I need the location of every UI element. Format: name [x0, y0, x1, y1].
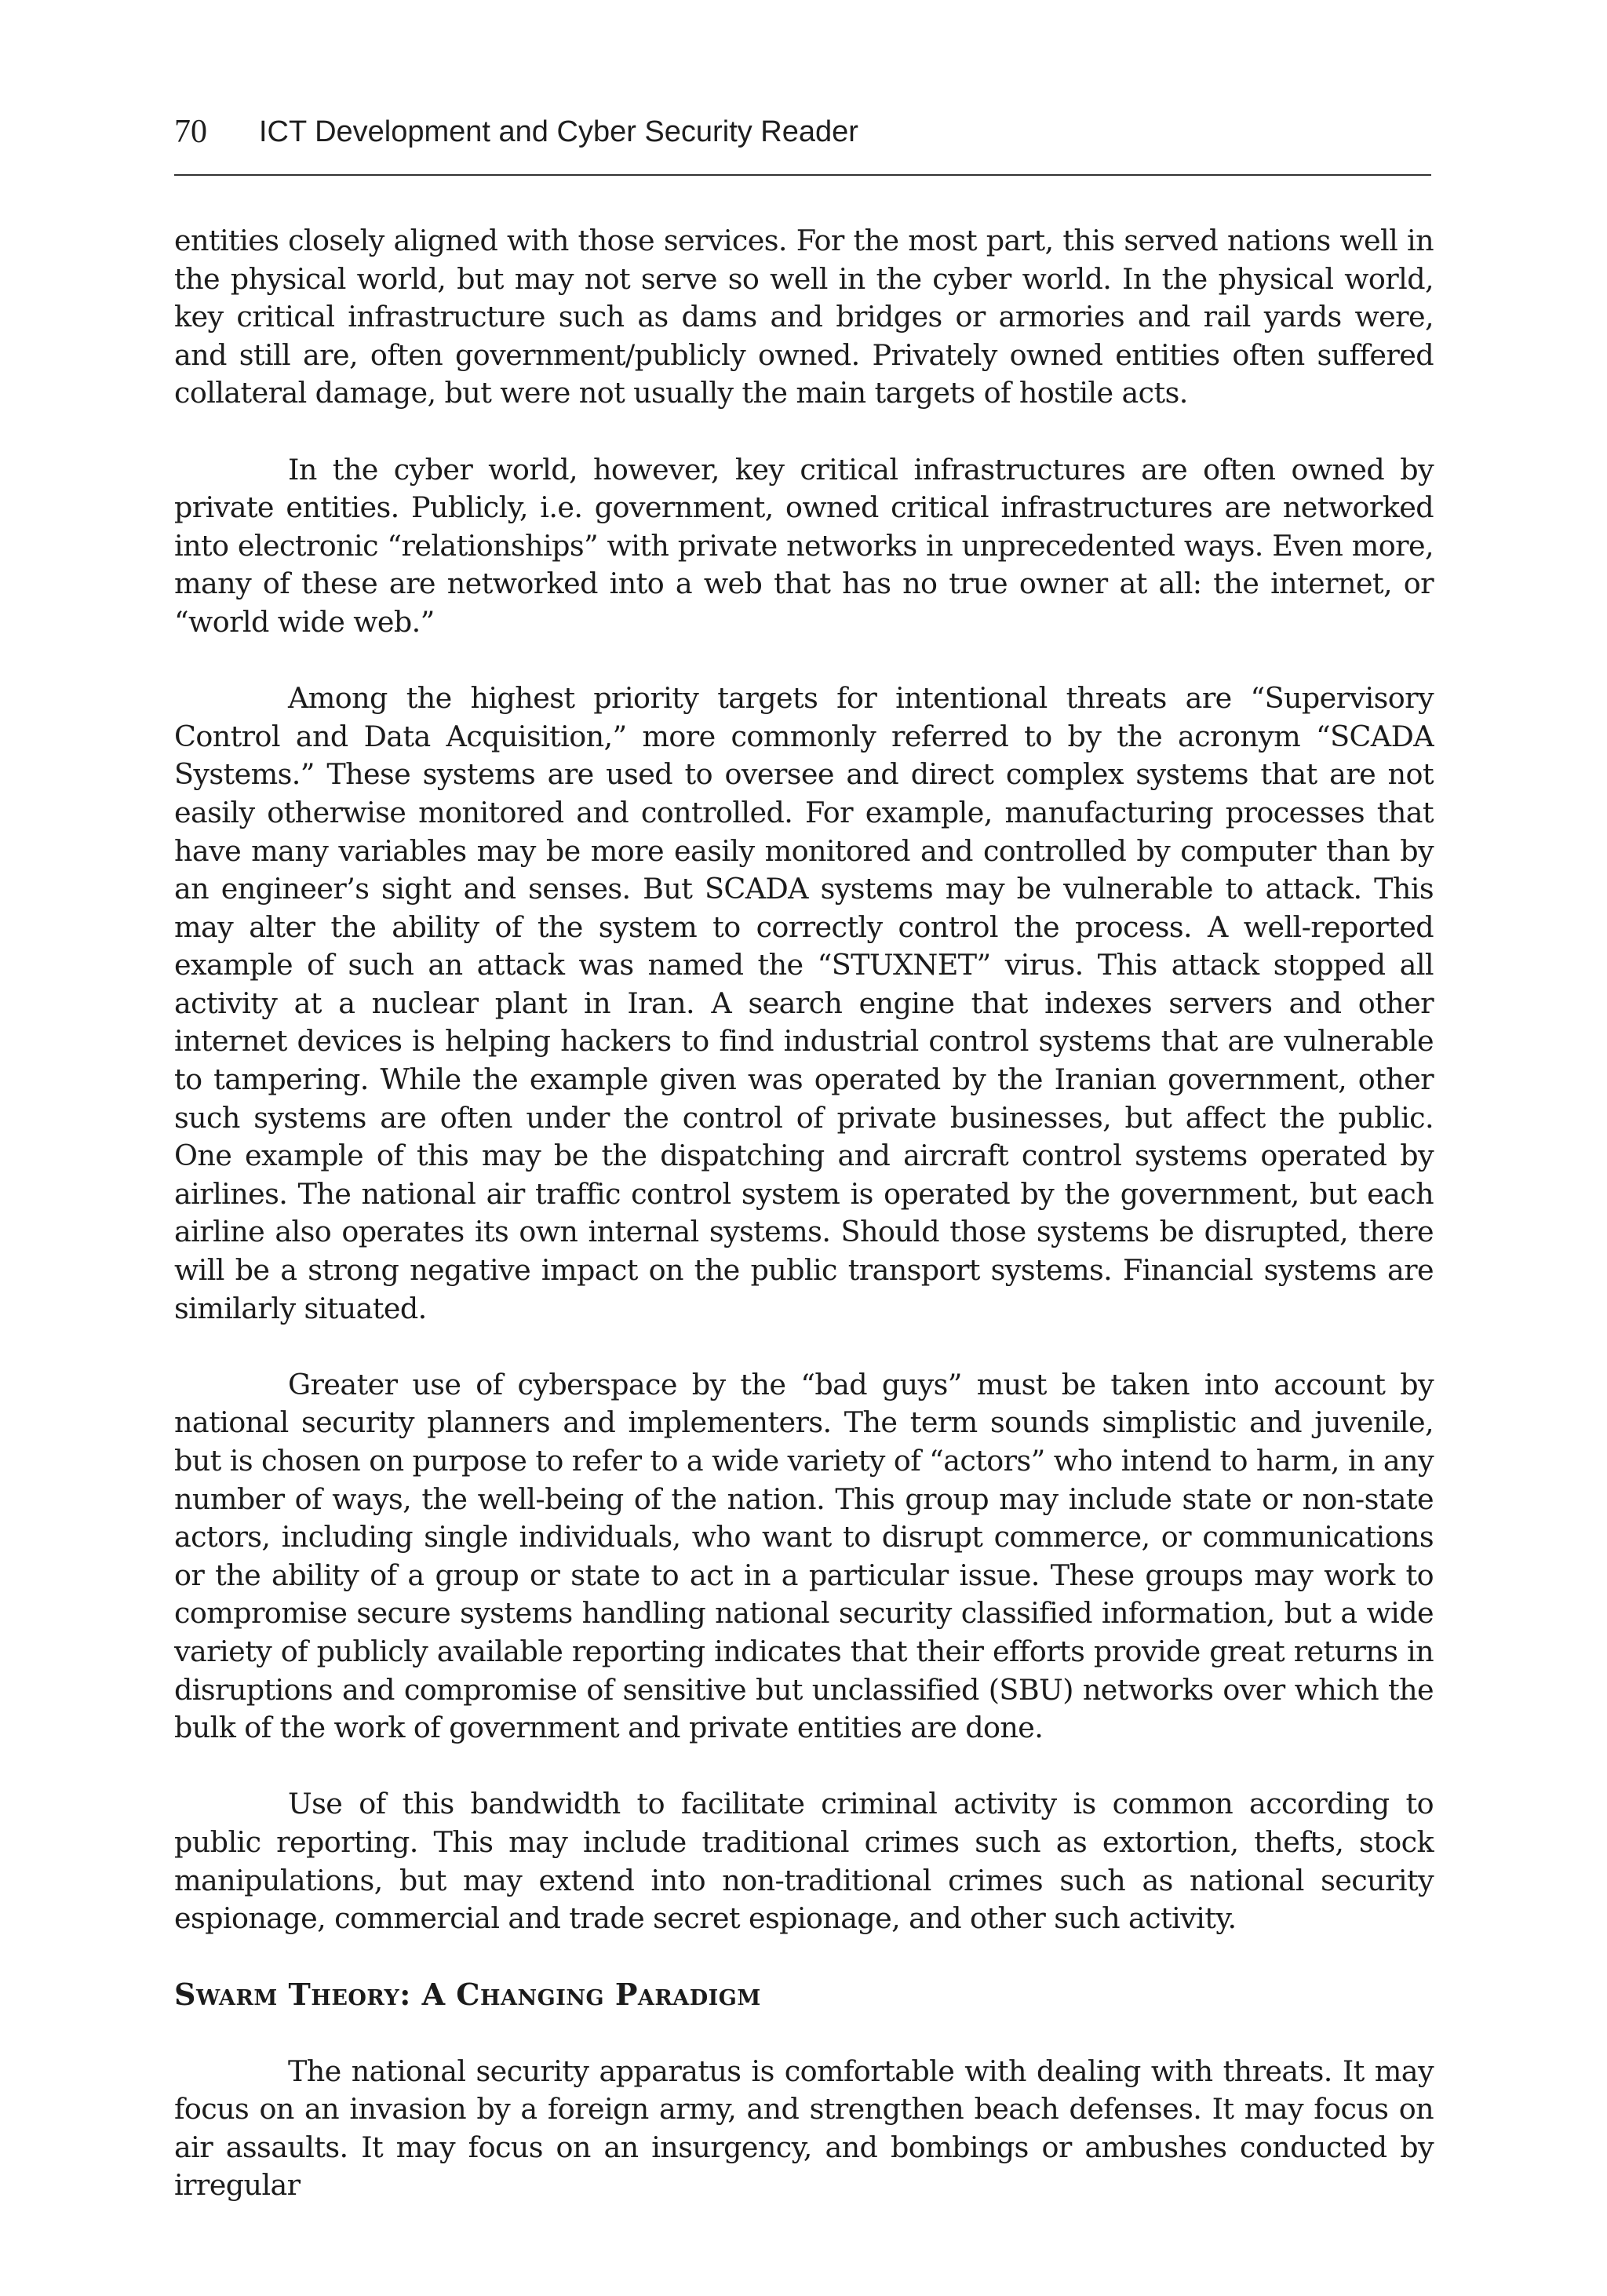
- body-text: [174, 222, 1434, 2243]
- paragraph-scada: Among the highest priority targets for intentional threats are “Supervisory Control and Data Acquisition,” more commonly referred to by the acronym “SCADA Systems.” These systems are used to oversee and direct complex systems that are not easily otherwise monitored and controlled. For example, manufacturing processes that have many variables may be more easily monitored and controlled by computer than by an engineer’s sight and senses. But SCADA systems may be vulnerable to attack. This may alter the ability of the system to correctly control the process. A well-reported example of such an attack was named the “STUXNET” virus. This attack stopped all activity at a nuclear plant in Iran. A search engine that indexes servers and other internet devices is helping hackers to find industrial control systems that are vulnerable to tampering. While the example given was operated by the Iranian government, other such systems are often under the control of private businesses, but affect the public. One example of this may be the dispatching and aircraft control systems operated by airlines. The national air traffic control system is operated by the government, but each airline also operates its own internal systems. Should those systems be disrupted, there will be a strong negative impact on the public transport systems. Financial systems are similarly situated.: [174, 681, 1434, 1325]
- paragraph-bad-guys: Greater use of cyberspace by the “bad guys” must be taken into account by national security planners and implementers. The term sounds simplistic and juvenile, but is chosen on purpose to refer to a wide variety of “actors” who intend to harm, in any number of ways, the well-being of the nation. This group may include state or non-state actors, including single individuals, who want to disrupt commerce, or communications or the ability of a group or state to act in a particular issue. These groups may work to compromise secure systems handling national security classified information, but a wide variety of publicly available reporting indicates that their efforts provide great returns in disruptions and compromise of sensitive but unclassified (SBU) networks over which the bulk of the work of government and private entities are done.: [174, 1367, 1434, 1745]
- paragraph-swarm-theory: The national security apparatus is comfortable with dealing with threats. It may focus on an invasion by a foreign army, and strengthen beach defenses. It may focus on air assaults. It may focus on an insurgency, and bombings or ambushes conducted by irregular: [174, 2054, 1434, 2203]
- header-rule: [174, 174, 1431, 176]
- paragraph-cyber-world: In the cyber world, however, key critical infrastructures are often owned by private entities. Publicly, i.e. government, owned critical infrastructures are networked into electronic “relationships” with private networks in unprecedented ways. Even more, many of these are networked into a web that has no true owner at all: the internet, or “world wide web.”: [174, 452, 1434, 639]
- paragraph-continued: entities closely aligned with those services. For the most part, this served nations well in the physical world, but may not serve so well in the cyber world. In the physical world, key critical infrastructure such as dams and bridges or armories and rail yards were, and still are, often government/publicly owned. Privately owned entities often suffered collateral damage, but were not usually the main targets of hostile acts.: [174, 224, 1434, 410]
- paragraph-criminal-activity: Use of this bandwidth to facilitate criminal activity is common according to public reporting. This may include traditional crimes such as extortion, thefts, stock manipulations, but may extend into non-traditional crimes such as national security espionage, commercial and trade secret espionage, and other such activity.: [174, 1787, 1434, 1936]
- section-heading: Swarm Theory: A Changing Paradigm: [174, 1977, 761, 2013]
- book-title: ICT Development and Cyber Security Reader: [259, 115, 858, 148]
- page-number: 70: [174, 114, 207, 150]
